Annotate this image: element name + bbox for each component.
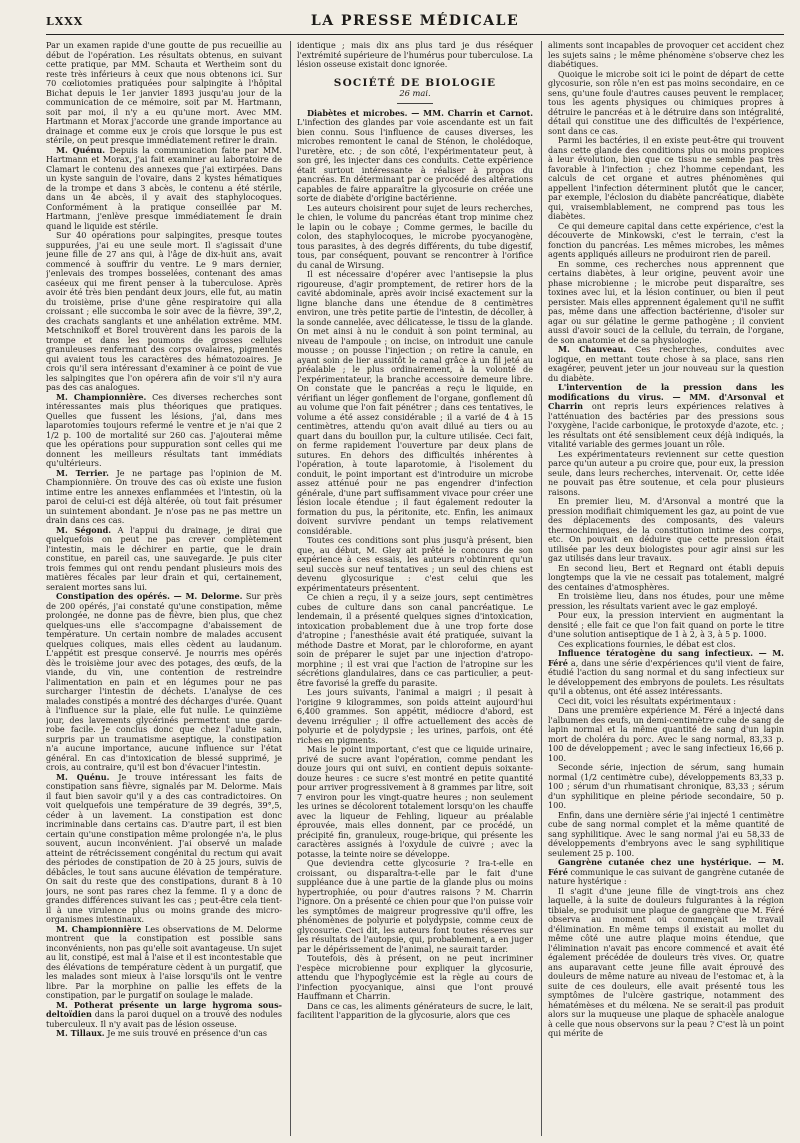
speaker-name: M. Championnière. bbox=[56, 391, 147, 402]
paragraph: En premier lieu, M. d'Arsonval a montré que la pression modifiait chimiquement les gaz, au point de vue des déplacements des composants, des valeurs thermochimiques, de la constitution intime des corps, etc. On pouvait en déduire que cette pression était utilisée par les deux biologistes pour agir ainsi sur les gaz utilisés dans leur travaux. bbox=[548, 496, 784, 563]
speaker-name: — M. Delorme. bbox=[169, 591, 243, 601]
paragraph-text: L'infection des glandes par voie ascendante est un fait bien connu. Sous l'influence de causes diverses, les microbes remontent le canal de Sténon, le cholédoque, l'uretère, etc. ; de son côté, l'expérimentateur peut, à son gré, les injecter dans ces conduits. Cette expérience était surtout intéressante à réaliser à propos du pancréas. En déterminant par ce procédé des altérations capables de faire apparaître la glycosurie on créée une sorte de diabète d'origine bactérienne. bbox=[297, 117, 533, 203]
paragraph: Sur 40 opérations pour salpingites, presque toutes suppurées, j'ai eu une seule mort. Il s'agissait d'une jeune fille de 27 ans qui, à l'âge de dix-huit ans, avait commencé à souffrir du ventre. Le 9 mars dernier, j'enlevais des trompes bosselées, contenant des amas caséeux qui me firent penser à la tuberculose. Après avoir été très bien pendant deux jours, elle fut, au matin du troisième, prise d'une gêne respiratoire qui alla croissant ; elle succomba le soir avec de la fièvre, 39°,2, des crachats sanglants et une anhélation extrême. MM. Metschnikoff et Borel trouvèrent dans les parois de la trompe et dans les poumons de grosses cellules granuleuses renfermant des corps ovalaires, pigmentés qui avaient tous les caractères des hématozoaires. Je crois qu'il sera intéressant d'examiner à ce point de vue les salpingites que l'on opérera afin de voir s'il n'y aura pas des cas analogues. bbox=[46, 230, 282, 392]
paragraph bbox=[548, 858, 784, 887]
paragraph: Les jours suivants, l'animal a maigri ; il pesait à l'origine 9 kilogrammes, son poids atteint aujourd'hui 6,400 grammes. Son appétit, médiocre d'abord, est devenu irrégulier ; il offre actuellement des accès de polyurie et de polydypsie ; les urines, parfois, ont été riches en pigments. bbox=[297, 687, 533, 745]
paragraph: Parmi les bactéries, il en existe peut-être qui trouvent dans cette glande des conditions plus ou moins propices à leur évolution, bien que ce tissu ne semble pas très favorable à l'infection ; chez l'homme cependant, les calculs de cet organe et autres phénomènes qui appellent l'infection déterminent plutôt que le cancer, par exemple, l'éclosion du diabète pancréatique, diabète qui, vraisemblablement, ne comprend pas tous les diabètes. bbox=[548, 135, 784, 221]
paragraph-text: Depuis la communication faite par MM. Hartmann et Morax, j'ai fait examiner au laboratoire de Clamart le contenu des annexes que j'ai extirpées. Dans un kyste sanguin de l'ovaire, dans 2 kystes hématiques de la trompe et dans 3 abcès, le contenu a été stérile, dans un 4e abcès, il y avait des staphylocoques. Conformément à la pratique conseillée par M. Hartmann, j'enlève presque immédiatement le drain quand le liquide est stérile. bbox=[46, 144, 282, 231]
speaker-name: M. Ségond. bbox=[56, 524, 112, 535]
paragraph-text: dans la paroi duquel on a trouvé des nodules tuberculeux. Il n'y avait pas de lésion osseuse. bbox=[46, 1009, 282, 1029]
speaker-name: M. Terrier. bbox=[56, 467, 109, 478]
paragraph bbox=[46, 773, 282, 925]
paragraph bbox=[548, 649, 784, 697]
article-title: présente un large hygroma sous-deltoïdien bbox=[46, 999, 282, 1019]
paragraph: En second lieu, Bert et Regnard ont établi depuis longtemps que la vie ne cessait pas totalement, malgré des centaines d'atmosphères. bbox=[548, 562, 784, 592]
paragraph: Toutefois, dès à présent, on ne peut incriminer l'espèce microbienne pour expliquer la glycosurie, attendu que l'hypoglycémie est la règle au cours de l'infection pyocyanique, ainsi que l'ont prouvé Hauffmann et Charrin. bbox=[297, 953, 533, 1001]
article-title: L'intervention de la pression dans les modifications du virus. bbox=[548, 382, 784, 402]
paragraph bbox=[548, 345, 784, 383]
paragraph-text: Je trouve intéressant les faits de constipation sans fièvre, signalés par M. Delorme. Mais il faut bien savoir qu'il y a des cas contradictoires. On voit quelquefois une température de 39 degrés, 39°,5, céder à un lavement. La constipation est donc incriminable dans certains cas. D'autre part, il est bien certain qu'une constipation même prolongée n'a, le plus souvent, aucun inconvénient. J'ai observé un malade atteint de rétrécissement congénital du rectum qui avait des périodes de constipation de 20 à 25 jours, suivis de débâcles, le tout sans aucune élévation de température. On sait du reste que des constipations, durant 8 à 10 jours, ne sont pas rares chez la femme. Il y a donc de grandes différences suivant les cas ; peut-être cela tient-il à une virulence plus ou moins grande des micro-organismes intestinaux. bbox=[46, 771, 282, 924]
speaker-name: M. Chauveau. bbox=[558, 344, 627, 354]
paragraph: Ce chien a reçu, il y a seize jours, sept centimètres cubes de culture dans son canal pancréatique. Le lendemain, il a présenté quelques signes d'intoxication, intoxication probablement due à une trop forte dose d'atropine ; l'anesthésie avait été pratiquée, suivant la méthode Dastre et Morat, par le chloroforme, en ayant soin de préparer le sujet par une injection d'atropo-morphine ; il est vrai que l'action de l'atropine sur les sécrétions glandulaires, dans ce cas particulier, a peut-être favorisé la greffe du parasite. bbox=[297, 592, 533, 688]
paragraph-text: Je ne partage pas l'opinion de M. Championnière. On trouve des cas où existe une fusion intime entre les annexes enflammées et l'intestin, où la paroi de celui-ci est déjà altérée, où tout fait présumer un suintement abondant. Je n'ose pas ne pas mettre un drain dans ces cas. bbox=[46, 467, 282, 525]
paragraph bbox=[46, 592, 282, 773]
column-left bbox=[46, 41, 282, 1136]
paragraph: Les auteurs choisirent pour sujet de leurs recherches, le chien, le volume du pancréas étant trop minime chez le lapin ou le cobaye ; Comme germes, le bacille du colon, des staphylocoques, le microbe pyocyanogène, tous parasites, à des degrés différents, du tube digestif, tous, par conséquent, pouvant se rencontrer à l'orifice du canal de Wirsung. bbox=[297, 202, 533, 270]
paragraph-text: communique le cas suivant de gangrène cutanée de nature hystérique : bbox=[548, 866, 784, 886]
article-title: Influence tératogène du sang infectieux. bbox=[558, 648, 754, 658]
paragraph: Ces explications fournies, le débat est clos. bbox=[558, 638, 736, 649]
paragraph: identique ; mais dix ans plus tard je dus réséquer l'extrémité supérieure de l'humérus pour tuberculose. La lésion osseuse existait donc ignorée. bbox=[297, 41, 533, 69]
paragraph: Ce qui demeure capital dans cette expérience, c'est la découverte de Minkowski, c'est le terrain, c'est la fonction du pancréas. Les mêmes microbes, les mêmes agents appliqués ailleurs ne produiront rien de pareil. bbox=[548, 220, 784, 259]
paragraph bbox=[46, 526, 282, 593]
speaker-name: M. Potherat bbox=[56, 999, 114, 1010]
article-title: Constipation des opérés. bbox=[56, 591, 170, 601]
running-title: LA PRESSE MÉDICALE bbox=[310, 13, 520, 29]
paragraph: Dans ce cas, les aliments générateurs de sucre, le lait, facilitent l'apparition de la glycosurie, alors que ces bbox=[297, 1000, 533, 1020]
paragraph bbox=[46, 925, 282, 1001]
article-title: Diabètes et microbes. bbox=[307, 107, 408, 118]
text-columns bbox=[46, 41, 784, 1136]
paragraph: Seconde série, injection de sérum, sang humain normal (1/2 centimètre cube), développements 83,33 p. 100 ; sérum d'un rhumatisant chronique, 83,33 ; sérum d'un syphilitique en pleine période secondaire, 50 p. 100. bbox=[548, 762, 784, 810]
speaker-name: — MM. d'Arsonval et Charrin bbox=[548, 391, 784, 411]
paragraph bbox=[548, 383, 784, 450]
paragraph: Pour eux, la pression intervient en augmentant la densité ; elle fait ce que l'on fait quand on porte le titre d'une solution antiseptique de 1 à 2, à 3, à 5 p. 1000. bbox=[548, 610, 784, 639]
paragraph: aliments sont incapables de provoquer cet accident chez les sujets sains ; le même phénomène s'observe chez les diabétiques. bbox=[548, 41, 784, 69]
section-date: 26 mai. bbox=[399, 88, 431, 98]
paragraph-text: Sur près de 200 opérés, j'ai constaté qu'une constipation, même prolongée, ne donne pas de fièvre, bien plus, que chez quelques-uns elle s'accompagne d'abaissement de température. Un certain nombre de malades accusent quelques coliques, mais elles cèdent au laudanum. L'appétit est presque conservé. Je nourris mes opérés dès le troisième jour avec des potages, des œufs, de la viande, du vin, une contention de restreindre l'alimentation en pain et en légumes pour ne pas surcharger l'intestin de déchets. L'analyse de ces malades constipés a montré des décharges d'urée. Quant à l'influence sur la plaie, elle fut nulle. Le quinzième jour, des lavements glycérinés permettent une garde-robe facile. Je conclus donc que chez l'adulte sain, surpris par un traumatisme aseptique, la constipation n'a aucune importance, aucune influence sur l'état général. En cas d'intoxication de blessé supprimé, je crois, au contraire, qu'il est bon d'évacuer l'intestin. bbox=[46, 591, 282, 772]
paragraph: Enfin, dans une dernière série j'ai injecté 1 centimètre cube de sang normal complet et la même quantité de sang syphilitique. Avec le sang normal j'ai eu 58,33 de développements d'embryons avec le sang syphilitique seulement 25 p. 100. bbox=[548, 809, 784, 858]
paragraph-text: a, dans une série d'expériences qu'il vient de faire, étudié l'action du sang normal et du sang infectieux sur le développement des embryons de poulets. Les résultats qu'il a obtenus, ont été assez intéressants. bbox=[548, 657, 784, 696]
speaker-name: M. Championnière bbox=[56, 923, 142, 934]
column-right bbox=[541, 41, 784, 1136]
paragraph: Que deviendra cette glycosurie ? Ira-t-elle en croissant, ou disparaîtra-t-elle par le fait d'une suppléance due à une partie de la glande plus ou moins hypertrophiée, ou pour d'autres raisons ? M. Charrin l'ignore. On a présenté ce chien pour que l'on puisse voir les symptômes de maigreur progressive qu'il offre, les phénomènes de polyurie et polydypsie, comme ceux de glycosurie. Ceci dit, les auteurs font toutes réserves sur les résultats de l'autopsie, qui, probablement, a en juger par le dépérissement de l'animal, ne saurait tarder. bbox=[297, 858, 533, 954]
paragraph bbox=[46, 146, 282, 232]
paragraph bbox=[46, 1001, 282, 1030]
paragraph-text: Les observations de M. Delorme montrent que la constipation est possible sans inconvénients, non pas qu'elle soit avantageuse. Un sujet au lit, constipé, est mal à l'aise et il est incontestable que des élévations de température cèdent à un purgatif, que les malades sont mieux à l'aise lorsqu'ils ont le ventre libre. Par la morphine on pallie les effets de la constipation, par le purgatif on soulage le malade. bbox=[46, 923, 282, 1000]
paragraph: Dans une première expérience M. Féré a injecté dans l'albumen des œufs, un demi-centimètre cube de sang de lapin normal et la même quantité de sang d'un lapin mort de choléra du porc. Avec le sang normal, 83,33 p. 100 de développement ; avec le sang infectieux 16,66 p. 100. bbox=[548, 705, 784, 763]
paragraph: En troisième lieu, dans nos études, pour une même pression, les résultats varient avec le gaz employé. bbox=[548, 591, 784, 611]
speaker-name: — M. Féré bbox=[548, 648, 784, 668]
paragraph: Par un examen rapide d'une goutte de pus recueillie au début de l'opération. Les résultats obtenus, en suivant cette pratique, par MM. Schauta et Wertheim sont du reste très inférieurs à ceux que nous obtenons ici. Sur 70 cœliotomies pratiquées pour salpingite à l'hôpital Bichat depuis le 1er janvier 1893 jusqu'au jour de la communication de ce mémoire, soit par M. Hartmann, soit par moi, il n'y a eu qu'une mort. Avec MM. Hartmann et Morax j'accorde une grande importance au drainage et comme eux je crois que lorsque le pus est stérile, on peut presque immédiatement retirer le drain. bbox=[46, 41, 282, 145]
speaker-name: — M. Féré bbox=[548, 857, 784, 877]
paragraph: Les expérimentateurs reviennent sur cette question parce qu'un auteur a pu croire que, pour eux, la pression seule, dans leurs recherches, intervenait. Or, cette idée ne pouvait pas être soutenue, et cela pour plusieurs raisons. bbox=[548, 448, 784, 497]
page-number: LXXX bbox=[46, 15, 84, 28]
paragraph: Toutes ces conditions sont plus jusqu'à présent, bien que, au début, M. Gley ait prêté le concours de son expérience à ces essais, les auteurs n'obtinrent qu'un seul succès sur neuf tentatives ; un seul des chiens est devenu glycosurique : c'est celui que les expérimentateurs présentent. bbox=[297, 535, 533, 593]
paragraph bbox=[46, 393, 282, 469]
paragraph-text: Ces recherches, conduites avec logique, en mettant toute chose à sa place, sans rien exagérer, peuvent jeter un jour nouveau sur la question du diabète. bbox=[548, 344, 784, 383]
paragraph-text: A l'appui du drainage, je dirai que quelquefois on peut ne pas crever complètement l'intestin, mais le déchirer en partie, que le drain constitue, en pareil cas, une sauvegarde. Je puis citer trois femmes qui ont rendu pendant plusieurs mois des matières fécales par leur drain et qui, certainement, seraient mortes sans lui. bbox=[46, 524, 282, 592]
speaker-name: M. Quénu. bbox=[56, 144, 106, 155]
article-title: Gangrène cutanée chez une hystérique. bbox=[558, 857, 752, 867]
page-header bbox=[46, 12, 784, 35]
paragraph: Ceci dit, voici les résultats expérimentaux : bbox=[558, 695, 736, 706]
paragraph-text: Je me suis trouvé en présence d'un cas bbox=[104, 1028, 268, 1038]
paragraph: Quoique le microbe soit ici le point de départ de cette glycosurie, son rôle n'en est pas moins secondaire, en ce sens, qu'une foule d'autres causes peuvent le remplacer, tous les agents physiques ou chimiques propres à détruire le pancréas et à le détruire dans son intégralité, détail qui constitue une des difficultés de l'expérience, sont dans ce cas. bbox=[548, 68, 784, 136]
speaker-name: M. Quénu. bbox=[56, 771, 110, 782]
paragraph-text: Ces diverses recherches sont intéressantes mais plus théoriques que pratiques. Quelles que fussent les lésions, j'ai, dans mes laparotomies toujours refermé le ventre et je n'ai que 2 1/2 p. 100 de mortalité sur 260 cas. J'ajouterai même que les opérations pour suppuration sont celles qui me donnent les meilleurs résultats tant immédiats qu'ultérieurs. bbox=[46, 391, 282, 468]
paragraph: En somme, ces recherches nous apprennent que certains diabètes, à leur origine, peuvent avoir une phase microbienne ; le microbe peut disparaître, ses toxines avec lui, et la lésion continuer, ou bien il peut persister. Mais elles apprennent également qu'il ne suffit pas, même dans une affection bactérienne, d'isoler sur agar ou sur gélatine le germe pathogène ; il convient aussi d'avoir souci de la cellule, du terrain, de l'organe, de son anatomie et de sa physiologie. bbox=[548, 258, 784, 345]
paragraph bbox=[46, 1029, 282, 1039]
section-divider bbox=[397, 103, 433, 104]
paragraph bbox=[297, 109, 533, 204]
paragraph: Il s'agit d'une jeune fille de vingt-trois ans chez laquelle, à la suite de douleurs fulgurantes à la région tibiale, se produisit une plaque de gangrène que M. Féré observa au moment où commençait le travail d'élimination. En même temps il existait au mollet du même côté une autre plaque moins étendue, que l'élimination n'avait pas encore commencé et avait été également précédée de douleurs très vives. Or, quatre ans auparavant cette jeune fille avait éprouvé des douleurs de même nature au niveau de l'estomac et, à la suite de ces douleurs, elle avait présenté tous les symptômes de l'ulcère gastrique, notamment des hématémèses et du mélœna. Ne se serait-il pas produit alors sur la muqueuse une plaque de sphacèle analogue à celle que nous observons sur la peau ? C'est là un point qui mérite de bbox=[548, 885, 784, 1038]
paragraph-text: ont repris leurs expériences relatives à l'atténuation des bactéries par des pressions sous l'oxygène, l'acide carbonique, le protoxyde d'azote, etc. ; les résultats ont été sensiblement ceux déjà indiqués, la vitalité variable des germes jouant un rôle. bbox=[548, 401, 784, 449]
speaker-name: M. Tillaux. bbox=[56, 1028, 105, 1038]
column-middle bbox=[290, 41, 533, 1136]
paragraph bbox=[46, 469, 282, 526]
paragraph: Il est nécessaire d'opérer avec l'antisepsie la plus rigoureuse, d'agir promptement, de retirer hors de la cavité abdominale, après avoir incisé exactement sur la ligne blanche dans une étendue de 8 centimètres environ, une très petite partie de l'intestin, de décoller, à la sonde cannelée, avec délicatesse, le tissu de la glande. On met ainsi à nu le conduit à son point terminal, au niveau de l'ampoule ; on incise, on introduit une canule mousse ; on pousse l'injection ; on retire la canule, en ayant soin de lier aussitôt le canal grâce à un fil jeté au préalable ; le plus ordinairement, à la volonté de l'expérimentateur, la branche accessoire demeure libre. On constate que le pancréas a reçu le liquide, en vérifiant un léger gonflement de l'organe, gonflement dû au volume que l'on fait pénétrer ; dans ces tentatives, le volume a été assez considérable ; il a varié de 4 à 15 centimètres, attendu qu'on avait dilué au tiers ou au quart dans du bouillon pur, la culture utilisée. Ceci fait, on ferme rapidement l'ouverture par deux plans de sutures. En dehors des difficultés inhérentes à l'opération, à toute laparotomie, à l'isolement du conduit, le point important est d'introduire un microbe assez atténué pour ne pas engendrer d'infection générale, d'une part suffisamment vivace pour créer une lésion locale étendue ; il faut également redouter la formation du pus, la péritonite, etc. Enfin, les animaux doivent survivre pendant un temps relativement considérable. bbox=[297, 269, 533, 536]
speaker-name: — MM. Charrin et Carnot. bbox=[407, 107, 533, 118]
section-heading: SOCIÉTÉ DE BIOLOGIE bbox=[333, 76, 497, 89]
paragraph: Mais le point important, c'est que ce liquide urinaire, privé de sucre avant l'opération, comme pendant les douze jours qui ont suivi, en contient depuis soixante-douze heures : ce sucre s'est montré en petite quantité pour arriver progressivement à 8 grammes par litre, soit 7 environ pour les vingt-quatre heures ; non seulement les urines se décolorent totalement lorsqu'on les chauffe avec la liqueur de Fehling, liqueur au préalable éprouvée, mais elles donnent, par ce procédé, un précipité fin, granuleux, rouge-brique, qui présente les caractères assignés à l'oxydule de cuivre ; avec la potasse, la teinte noire se développe. bbox=[297, 744, 533, 859]
